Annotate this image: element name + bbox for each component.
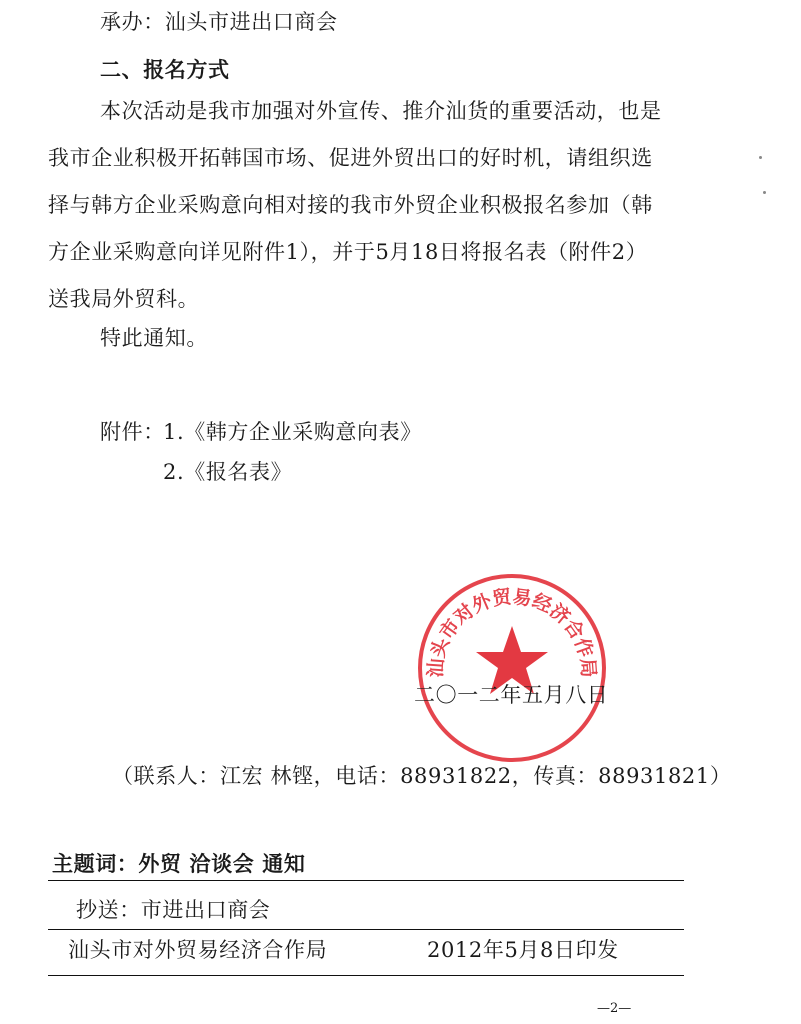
contact-info: （联系人：江宏 林铿，电话：88931822，传真：88931821） (112, 764, 732, 788)
section-heading: 二、报名方式 (100, 57, 230, 82)
notice-closing: 特此通知。 (100, 326, 208, 350)
footer-divider (48, 880, 684, 881)
seal-text: 汕头市对外贸易经济合作局 (424, 585, 600, 679)
issuer-name: 汕头市对外贸易经济合作局 (68, 938, 328, 962)
paragraph-line: 我市企业积极开拓韩国市场、促进外贸出口的好时机，请组织选 (48, 146, 653, 170)
scan-speck (763, 191, 766, 194)
paragraph-line: 择与韩方企业采购意向相对接的我市外贸企业积极报名参加（韩 (48, 193, 653, 217)
issue-date: 2012年5月8日印发 (427, 938, 619, 962)
organizer-line: 承办：汕头市进出口商会 (100, 10, 338, 34)
footer-divider (48, 929, 684, 930)
paragraph-line: 送我局外贸科。 (48, 287, 200, 311)
paragraph-line: 本次活动是我市加强对外宣传、推介汕货的重要活动，也是 (100, 99, 662, 123)
subject-keywords: 主题词：外贸 洽谈会 通知 (52, 851, 306, 876)
attachment-item: 1.《韩方企业采购意向表》 (163, 420, 422, 444)
paragraph-line: 方企业采购意向详见附件1），并于5月18日将报名表（附件2） (48, 240, 648, 264)
page-number: —2— (597, 1001, 632, 1016)
cc-line: 抄送：市进出口商会 (76, 898, 271, 922)
scan-speck (759, 156, 762, 159)
footer-divider (48, 975, 684, 976)
official-seal (412, 568, 612, 768)
attachments-label: 附件： (100, 420, 165, 444)
attachment-item: 2.《报名表》 (163, 460, 293, 484)
notice-date: 二〇一二年五月八日 (414, 683, 609, 707)
